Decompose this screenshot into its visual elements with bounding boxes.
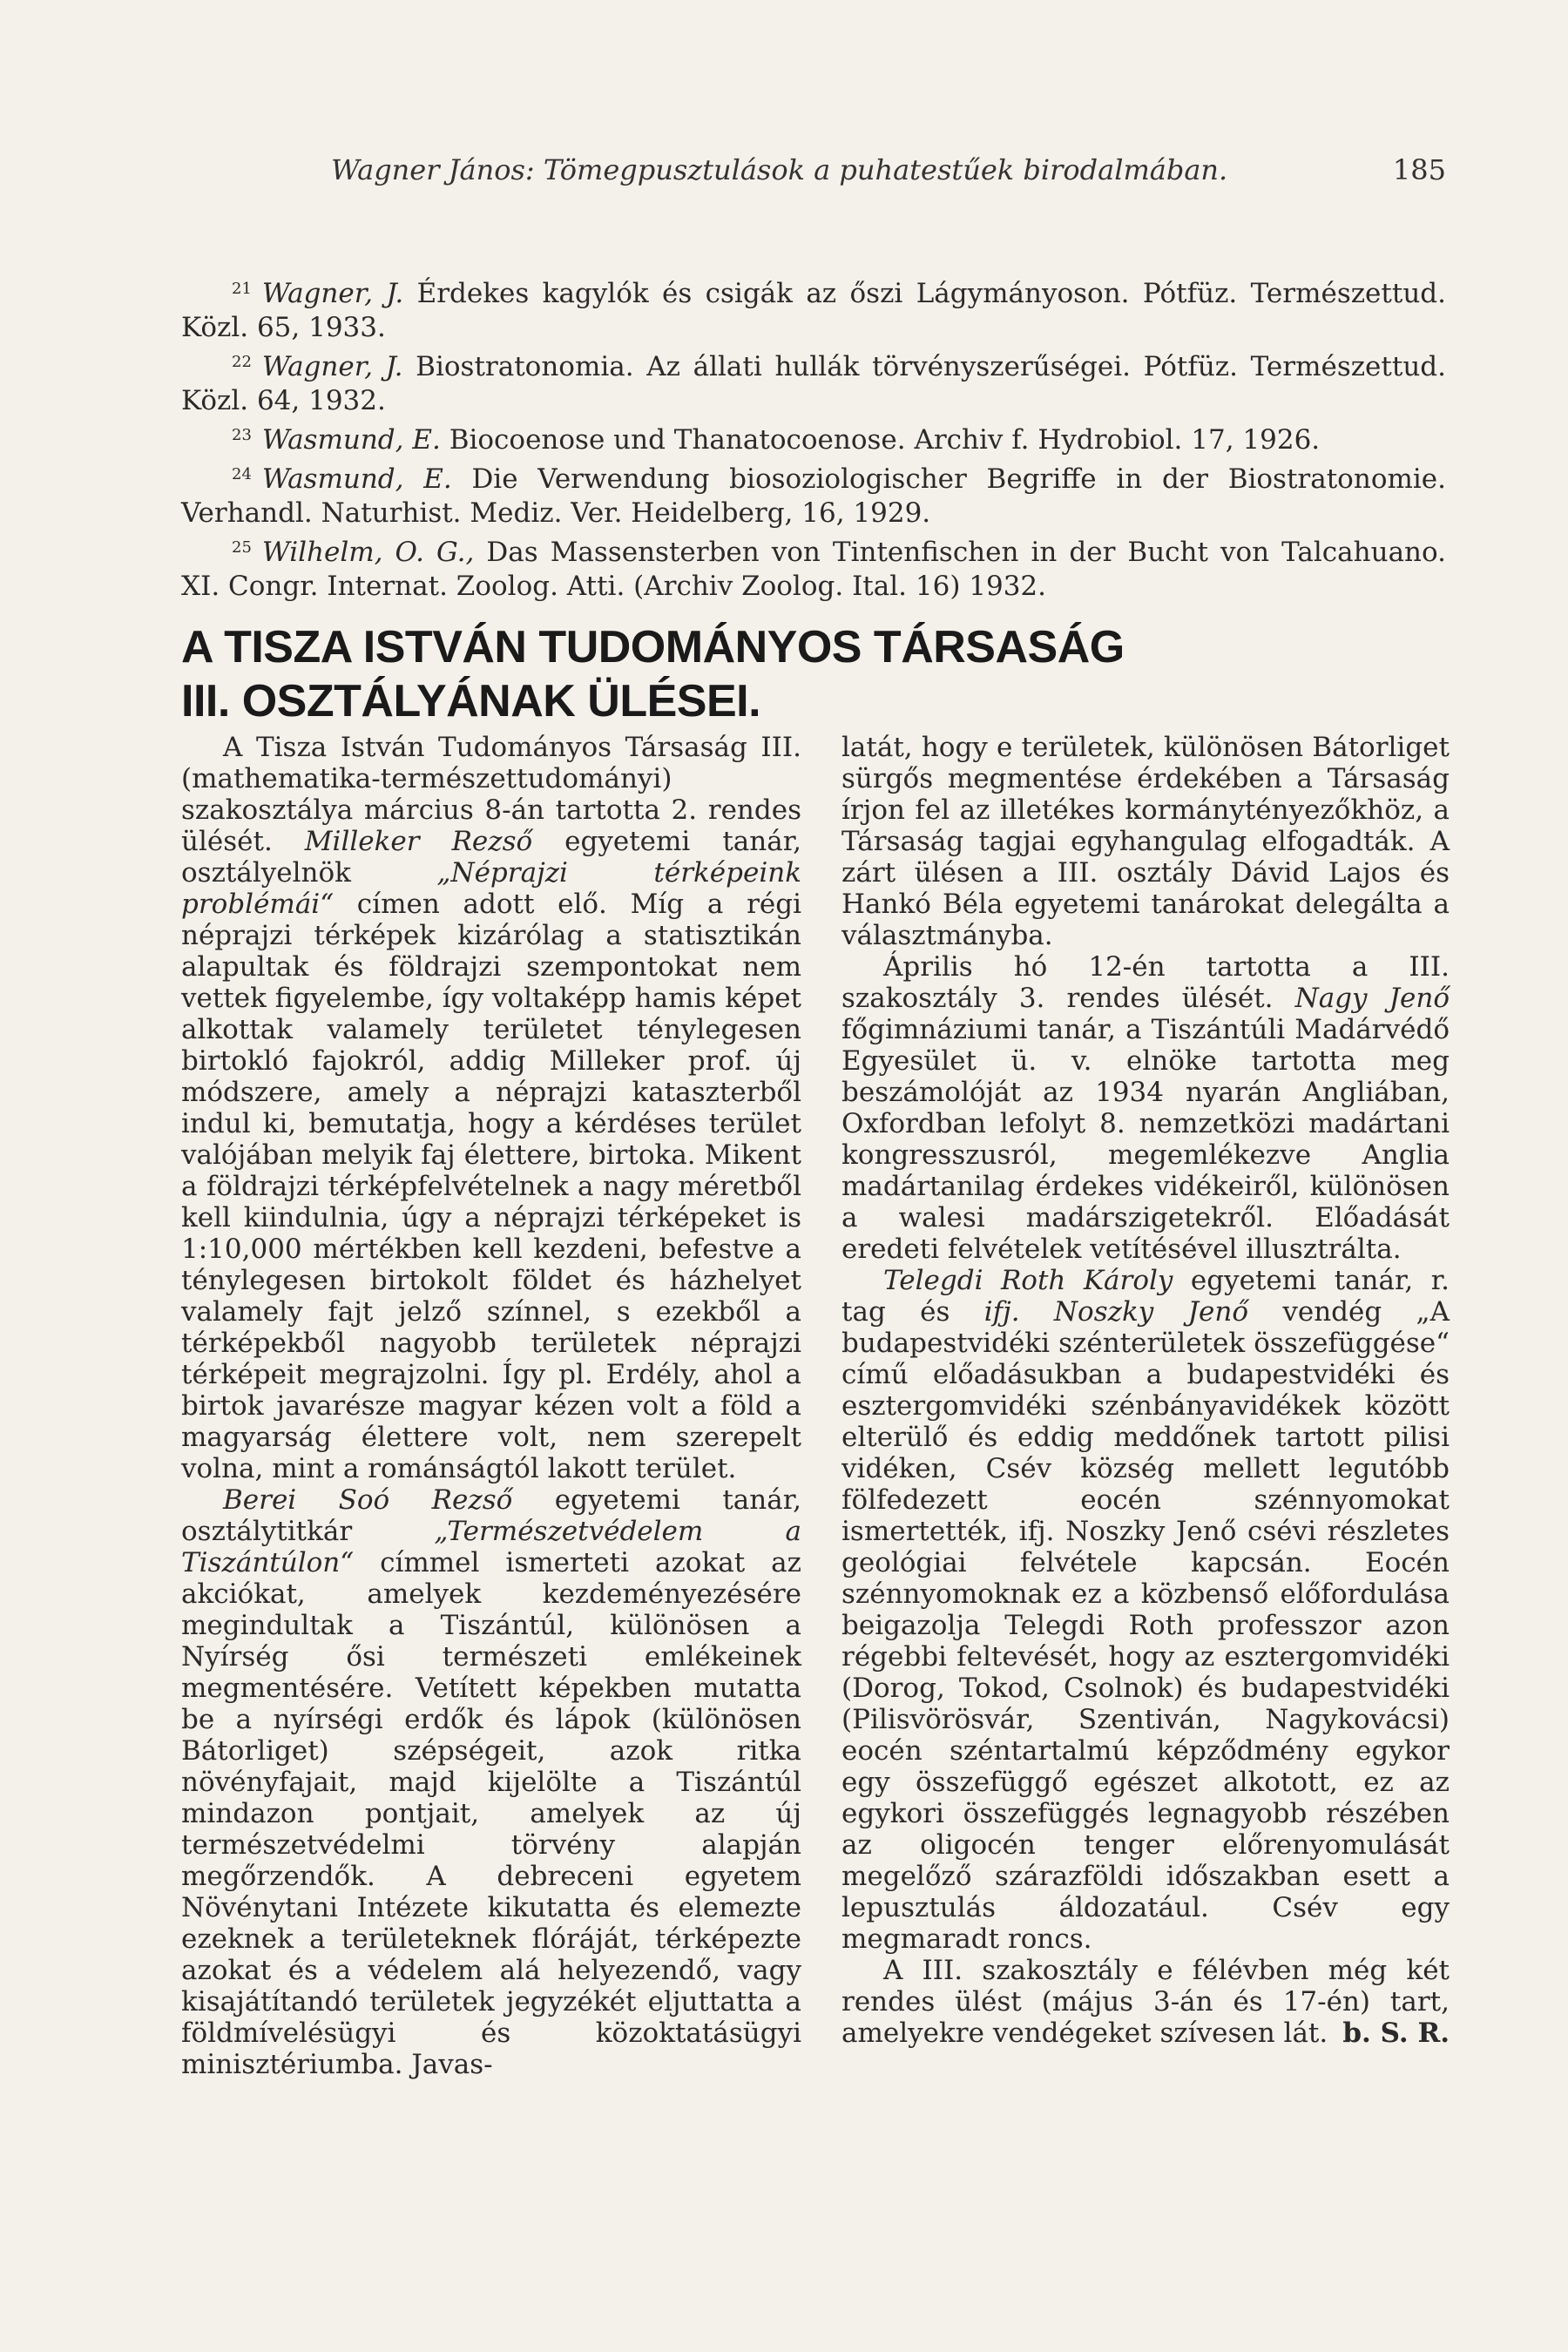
paragraph-text: címmel ismerteti azokat az akciókat, amelyek kezdeményezésére megindultak a Tiszántúl, különösen a Nyírség ősi természeti emlékeinek megmentésére. Vetített képekben mutatta be a nyírségi erdők és lápok (különösen Bátorliget) szépségeit, azok ritka növényfajait, majd kijelölte a Tiszántúl mindazon pontjait, amelyek az új természetvédelmi törvény alapján megőrzendők. A debreceni egyetem Növénytani Intézete kikutatta és elemezte ezeknek a területeknek flóráját, térképezte azokat és a védelem alá helyezendő, vagy kisajátítandó területek jegyzékét eljuttatta a földmívelésügyi és közoktatásügyi minisztériumba. Javas- — [181, 1547, 801, 2080]
lecture-title: „Néprajzi térképeink problémái“ — [181, 857, 801, 920]
person-name: ifj. Noszky Jenő — [983, 1296, 1249, 1328]
reference-number: 25 — [232, 538, 252, 557]
reference-item — [181, 457, 1446, 531]
person-name: Telegdi Roth Károly — [883, 1265, 1173, 1296]
reference-number: 21 — [232, 280, 252, 298]
paragraph-text: vendég „A budapestvidéki szénterületek összefüggése“ című előadásukban a budapestvidéki és esztergomvidéki szénbányavidékek között elterülő és eddig meddőnek tartott pilisi vidéken, Csév község mellett legutóbb fölfedezett eocén szénnyomokat ismertették, ifj. Noszky Jenő csévi részletes geológiai felvétele kapcsán. Eocén szénnyomoknak ez a közbenső előfordulása beigazolja Telegdi Roth professzor azon régebbi feltevését, hogy az esztergomvidéki (Dorog, Tokod, Csolnok) és budapestvidéki (Pilisvörösvár, Szentiván, Nagykovácsi) eocén széntartalmú képződmény egykor egy összefüggő egészet alkotott, ez az egykori összefüggés legnagyobb részében az oligocén tenger előrenyomulását megelőző szárazföldi időszakban esett a lepusztulás áldozatául. Csév egy megmaradt roncs. — [841, 1296, 1450, 1955]
section-heading — [181, 620, 1314, 728]
reference-text: Das Massensterben von Tintenfischen in der Bucht von Talcahuano. XI. Congr. Internat. Zoolog. Atti. (Archiv Zoolog. Ital. 16) 1932. — [181, 537, 1446, 602]
reference-author: Wagner, J. — [261, 351, 403, 382]
paragraph-text: A Tisza István Tudományos Társaság III. (mathematika-természettudományi) szakosztálya március 8-án tartotta 2. rendes ülését. — [181, 732, 801, 857]
reference-list — [181, 272, 1446, 604]
person-name: Nagy Jenő — [1294, 983, 1450, 1014]
right-column — [841, 732, 1450, 2049]
paragraph — [181, 732, 801, 1484]
reference-item — [181, 418, 1446, 457]
reference-text: Érdekes kagylók és csigák az őszi Lágymányoson. Pótfüz. Természettud. Közl. 65, 1933. — [181, 278, 1446, 343]
reference-author: Wasmund, E. — [261, 424, 441, 456]
reference-author: Wasmund, E. — [261, 463, 452, 495]
lecture-title: „Természetvédelem a Tiszántúlon“ — [181, 1516, 802, 1578]
reference-text: Biocoenose und Thanatocoenose. Archiv f. Hydrobiol. 17, 1926. — [449, 424, 1321, 456]
reference-item — [181, 272, 1446, 345]
page-number: 185 — [1392, 153, 1446, 186]
paragraph-text: Április hó 12-én tartotta a III. szakosztály 3. rendes ülését. — [841, 951, 1450, 1014]
paragraph-text: főgimnáziumi tanár, a Tiszántúli Madárvédő Egyesület ü. v. elnöke tartotta meg beszámolóját az 1934 nyarán Angliában, Oxfordban lefolyt 8. nemzetközi madártani kongresszusról, megemlékezve Anglia madártanilag érdekes vidékeiről, különösen a walesi madárszigetekről. Előadását eredeti felvételek vetítésével illusztrálta. — [841, 1014, 1450, 1265]
reference-author: Wagner, J. — [261, 278, 404, 309]
reference-text: Die Verwendung biosoziologischer Begriffe in der Biostratonomie. Verhandl. Naturhist. Mediz. Ver. Heidelberg, 16, 1929. — [181, 463, 1446, 529]
person-name: Milleker Rezső — [304, 826, 533, 857]
paragraph — [181, 1484, 801, 2080]
section-heading-line-2: III. OSZTÁLYÁNAK ÜLÉSEI. — [181, 676, 761, 727]
reference-text: Biostratonomia. Az állati hullák törvényszerűségei. Pótfüz. Természettud. Közl. 64, 1932. — [181, 351, 1446, 416]
paragraph: latát, hogy e területek, különösen Bátorliget sürgős megmentése érdekében a Társaság írjon fel az illetékes kormánytényezőkhöz, a Társaság tagjai egyhangulag elfogadták. A zárt ülésen a III. osztály Dávid Lajos és Hankó Béla egyetemi tanárokat delegálta a választmányba. — [841, 732, 1450, 951]
reference-number: 22 — [232, 353, 252, 371]
paragraph-text: címen adott elő. Míg a régi néprajzi térképek kizárólag a statisztikán alapultak és földrajzi szempontokat nem vettek figyelembe, így voltaképp hamis képet alkottak valamely területet ténylegesen birtokló fajokról, addig Milleker prof. új módszere, amely a néprajzi kataszterből indul ki, bemutatja, hogy a kérdéses terület valójában melyik faj élettere, birtoka. Mikent a földrajzi térképfelvételnek a nagy méretből kell kiindulnia, úgy a néprajzi térképeket is 1:10,000 mértékben kell kezdeni, befestve a ténylegesen birtokolt földet és házhelyet valamely fajt jelző színnel, s ezekből a térképekből nagyobb területek néprajzi térképeit megrajzolni. Így pl. Erdély, ahol a birtok javarésze magyar kézen volt a föld a magyarság élettere volt, nem szerepelt volna, mint a románságtól lakott terület. — [181, 889, 801, 1484]
signature: b. S. R. — [1342, 2017, 1450, 2049]
reference-author: Wilhelm, O. G., — [261, 537, 475, 568]
person-name: Berei Soó Rezső — [223, 1484, 513, 1516]
reference-item — [181, 531, 1446, 604]
reference-item — [181, 345, 1446, 418]
section-heading-line-1: A TISZA ISTVÁN TUDOMÁNYOS TÁRSASÁG — [181, 622, 1125, 672]
running-head-title: Wagner János: Tömegpusztulások a puhatestűek birodalmában. — [331, 153, 1228, 186]
reference-number: 24 — [232, 465, 252, 483]
left-column — [181, 732, 801, 2080]
paragraph — [841, 951, 1450, 1265]
paragraph-text: egyetemi tanár, osztályelnök — [181, 826, 801, 889]
paragraph: A III. szakosztály e félévben még két rendes ülést (május 3-án és 17-én) tart, amelyekre vendégeket szívesen lát. — [841, 1955, 1450, 2049]
paragraph-text: egyetemi tanár, r. tag és — [841, 1265, 1450, 1328]
reference-number: 23 — [232, 426, 252, 444]
paragraph-text: egyetemi tanár, osztálytitkár — [181, 1484, 801, 1547]
paragraph — [841, 1265, 1450, 1955]
